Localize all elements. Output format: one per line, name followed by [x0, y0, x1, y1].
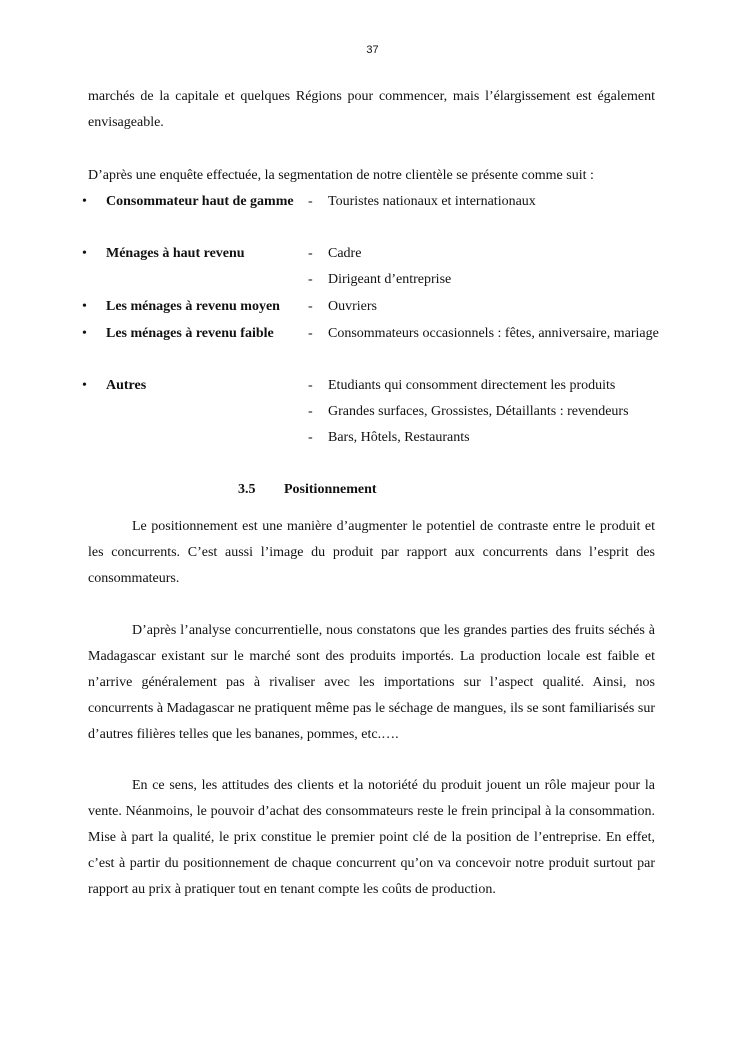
dash-icon: -	[308, 378, 313, 393]
bullet-icon: •	[82, 299, 87, 314]
segment-label: Ménages à haut revenu	[106, 246, 245, 261]
segment-item	[308, 294, 666, 320]
segment-item-text: Consommateurs occasionnels : fêtes, anniversaire, mariage	[328, 326, 659, 341]
segment-label: Consommateur haut de gamme	[106, 194, 294, 209]
paragraph-analyse: D’après l’analyse concurrentielle, nous constatons que les grandes parties des fruits séchés à Madagascar existant sur le marché sont des produits importés. La production locale est faible et n’arrive généralement pas à rivaliser avec les importations sur l’aspect qualité. Ainsi, nos concurrents à Madagascar ne pratiquent même pas le séchage de mangues, ils se sont familiarisés sur d’autres filières telles que les bananes, pommes, etc.….	[88, 623, 655, 742]
segment-label: Les ménages à revenu faible	[106, 326, 274, 341]
segmentation-intro: D’après une enquête effectuée, la segmentation de notre clientèle se présente comme suit :	[88, 168, 594, 183]
segment-item-text: Grandes surfaces, Grossistes, Détaillants : revendeurs	[328, 404, 629, 419]
section-number: 3.5	[238, 482, 256, 497]
dash-icon: -	[308, 326, 313, 341]
segment-items	[308, 373, 666, 451]
page-number: 37	[366, 44, 379, 56]
segment-item	[308, 373, 666, 399]
dash-icon: -	[308, 299, 313, 314]
segment-item-text: Bars, Hôtels, Restaurants	[328, 430, 470, 445]
bullet-icon: •	[82, 326, 87, 341]
paragraph-continuation: marchés de la capitale et quelques Régions pour commencer, mais l’élargissement est également envisageable.	[88, 89, 655, 130]
segment-items	[308, 189, 666, 215]
segment-item	[308, 241, 666, 267]
paragraph-positionnement: Le positionnement est une manière d’augmenter le potentiel de contraste entre le produit et les concurrents. C’est aussi l’image du produit par rapport aux concurrents dans l’esprit des consommateurs.	[88, 519, 655, 586]
segment-item	[308, 425, 666, 451]
dash-icon: -	[308, 430, 313, 445]
bullet-icon: •	[82, 378, 87, 393]
dash-icon: -	[308, 246, 313, 261]
segment-label: Les ménages à revenu moyen	[106, 299, 280, 314]
segment-label: Autres	[106, 378, 147, 393]
segment-item-text: Dirigeant d’entreprise	[328, 272, 452, 287]
section-title: Positionnement	[284, 482, 377, 497]
segment-item	[308, 189, 666, 215]
segment-item	[308, 399, 666, 425]
segment-items	[308, 294, 666, 320]
segment-item	[308, 267, 666, 293]
segment-item-text: Touristes nationaux et internationaux	[328, 194, 536, 209]
paragraph-attitudes: En ce sens, les attitudes des clients et la notoriété du produit jouent un rôle majeur pour la vente. Néanmoins, le pouvoir d’achat des consommateurs reste le frein principal à la consommation. Mise à part la qualité, le prix constitue le premier point clé de la position de l’entreprise. En effet, c’est à partir du positionnement de chaque concurrent qu’on va concevoir notre produit surtout par rapport au prix à pratiquer tout en tenant compte les coûts de production.	[88, 778, 655, 897]
segment-item-text: Cadre	[328, 246, 362, 261]
dash-icon: -	[308, 272, 313, 287]
segment-items	[308, 321, 666, 347]
segment-item-text: Ouvriers	[328, 299, 377, 314]
segment-item-text: Etudiants qui consomment directement les produits	[328, 378, 616, 393]
segment-item	[308, 321, 666, 347]
bullet-icon: •	[82, 246, 87, 261]
segment-items	[308, 241, 666, 293]
dash-icon: -	[308, 404, 313, 419]
bullet-icon: •	[82, 194, 87, 209]
dash-icon: -	[308, 194, 313, 209]
